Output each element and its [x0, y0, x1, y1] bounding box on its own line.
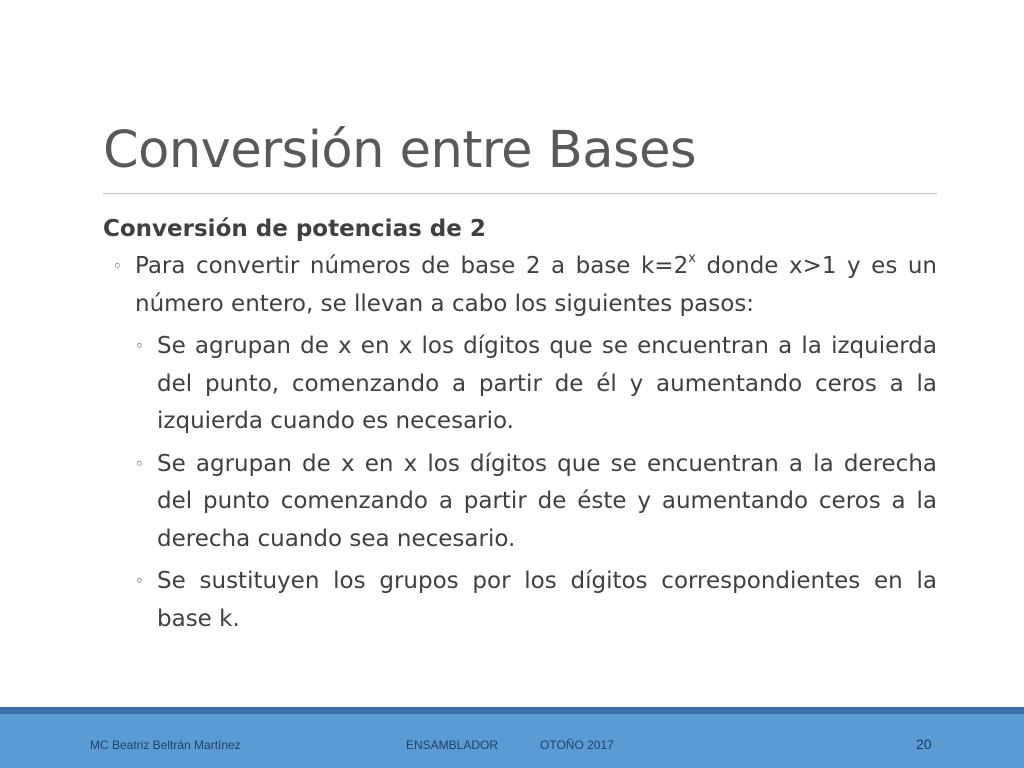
step-text: Se sustituyen los grupos por los dígitos correspondientes en la base k. [157, 568, 937, 632]
bullet-circle-icon: ◦ [135, 572, 144, 590]
step-text: Se agrupan de x en x los dígitos que se encuentran a la derecha del punto comenzando a partir de éste y aumentando ceros a la derecha cuando sea necesario. [157, 450, 937, 552]
step-item [135, 563, 937, 638]
intro-text-start: Para convertir números de base 2 a base k=2 [135, 253, 689, 279]
bullet-circle-icon: ◦ [113, 257, 122, 275]
slide-title: Conversión entre Bases [103, 121, 697, 180]
step-item [135, 446, 937, 559]
footer-term: OTOÑO 2017 [540, 738, 614, 752]
page-number: 20 [916, 736, 932, 752]
intro-superscript: x [688, 251, 696, 267]
footer-author: MC Beatriz Beltrán Martínez [90, 738, 241, 752]
footer-stripe [0, 707, 1024, 714]
step-text: Se agrupan de x en x los dígitos que se encuentran a la izquierda del punto, comenzando a partir de él y aumentando ceros a la izquierda cuando es necesario. [157, 333, 937, 434]
intro-text [135, 248, 937, 323]
footer-course: ENSAMBLADOR [406, 738, 499, 752]
intro-text-end: donde x>1 y es un número entero, se llevan a cabo los siguientes pasos: [135, 253, 938, 317]
step-item [135, 328, 937, 441]
title-divider [103, 193, 937, 194]
bullet-circle-icon: ◦ [135, 454, 144, 473]
intro-bullet [113, 248, 937, 323]
slide-content [103, 210, 937, 638]
bullet-circle-icon: ◦ [135, 337, 144, 355]
section-heading: Conversión de potencias de 2 [103, 216, 486, 242]
